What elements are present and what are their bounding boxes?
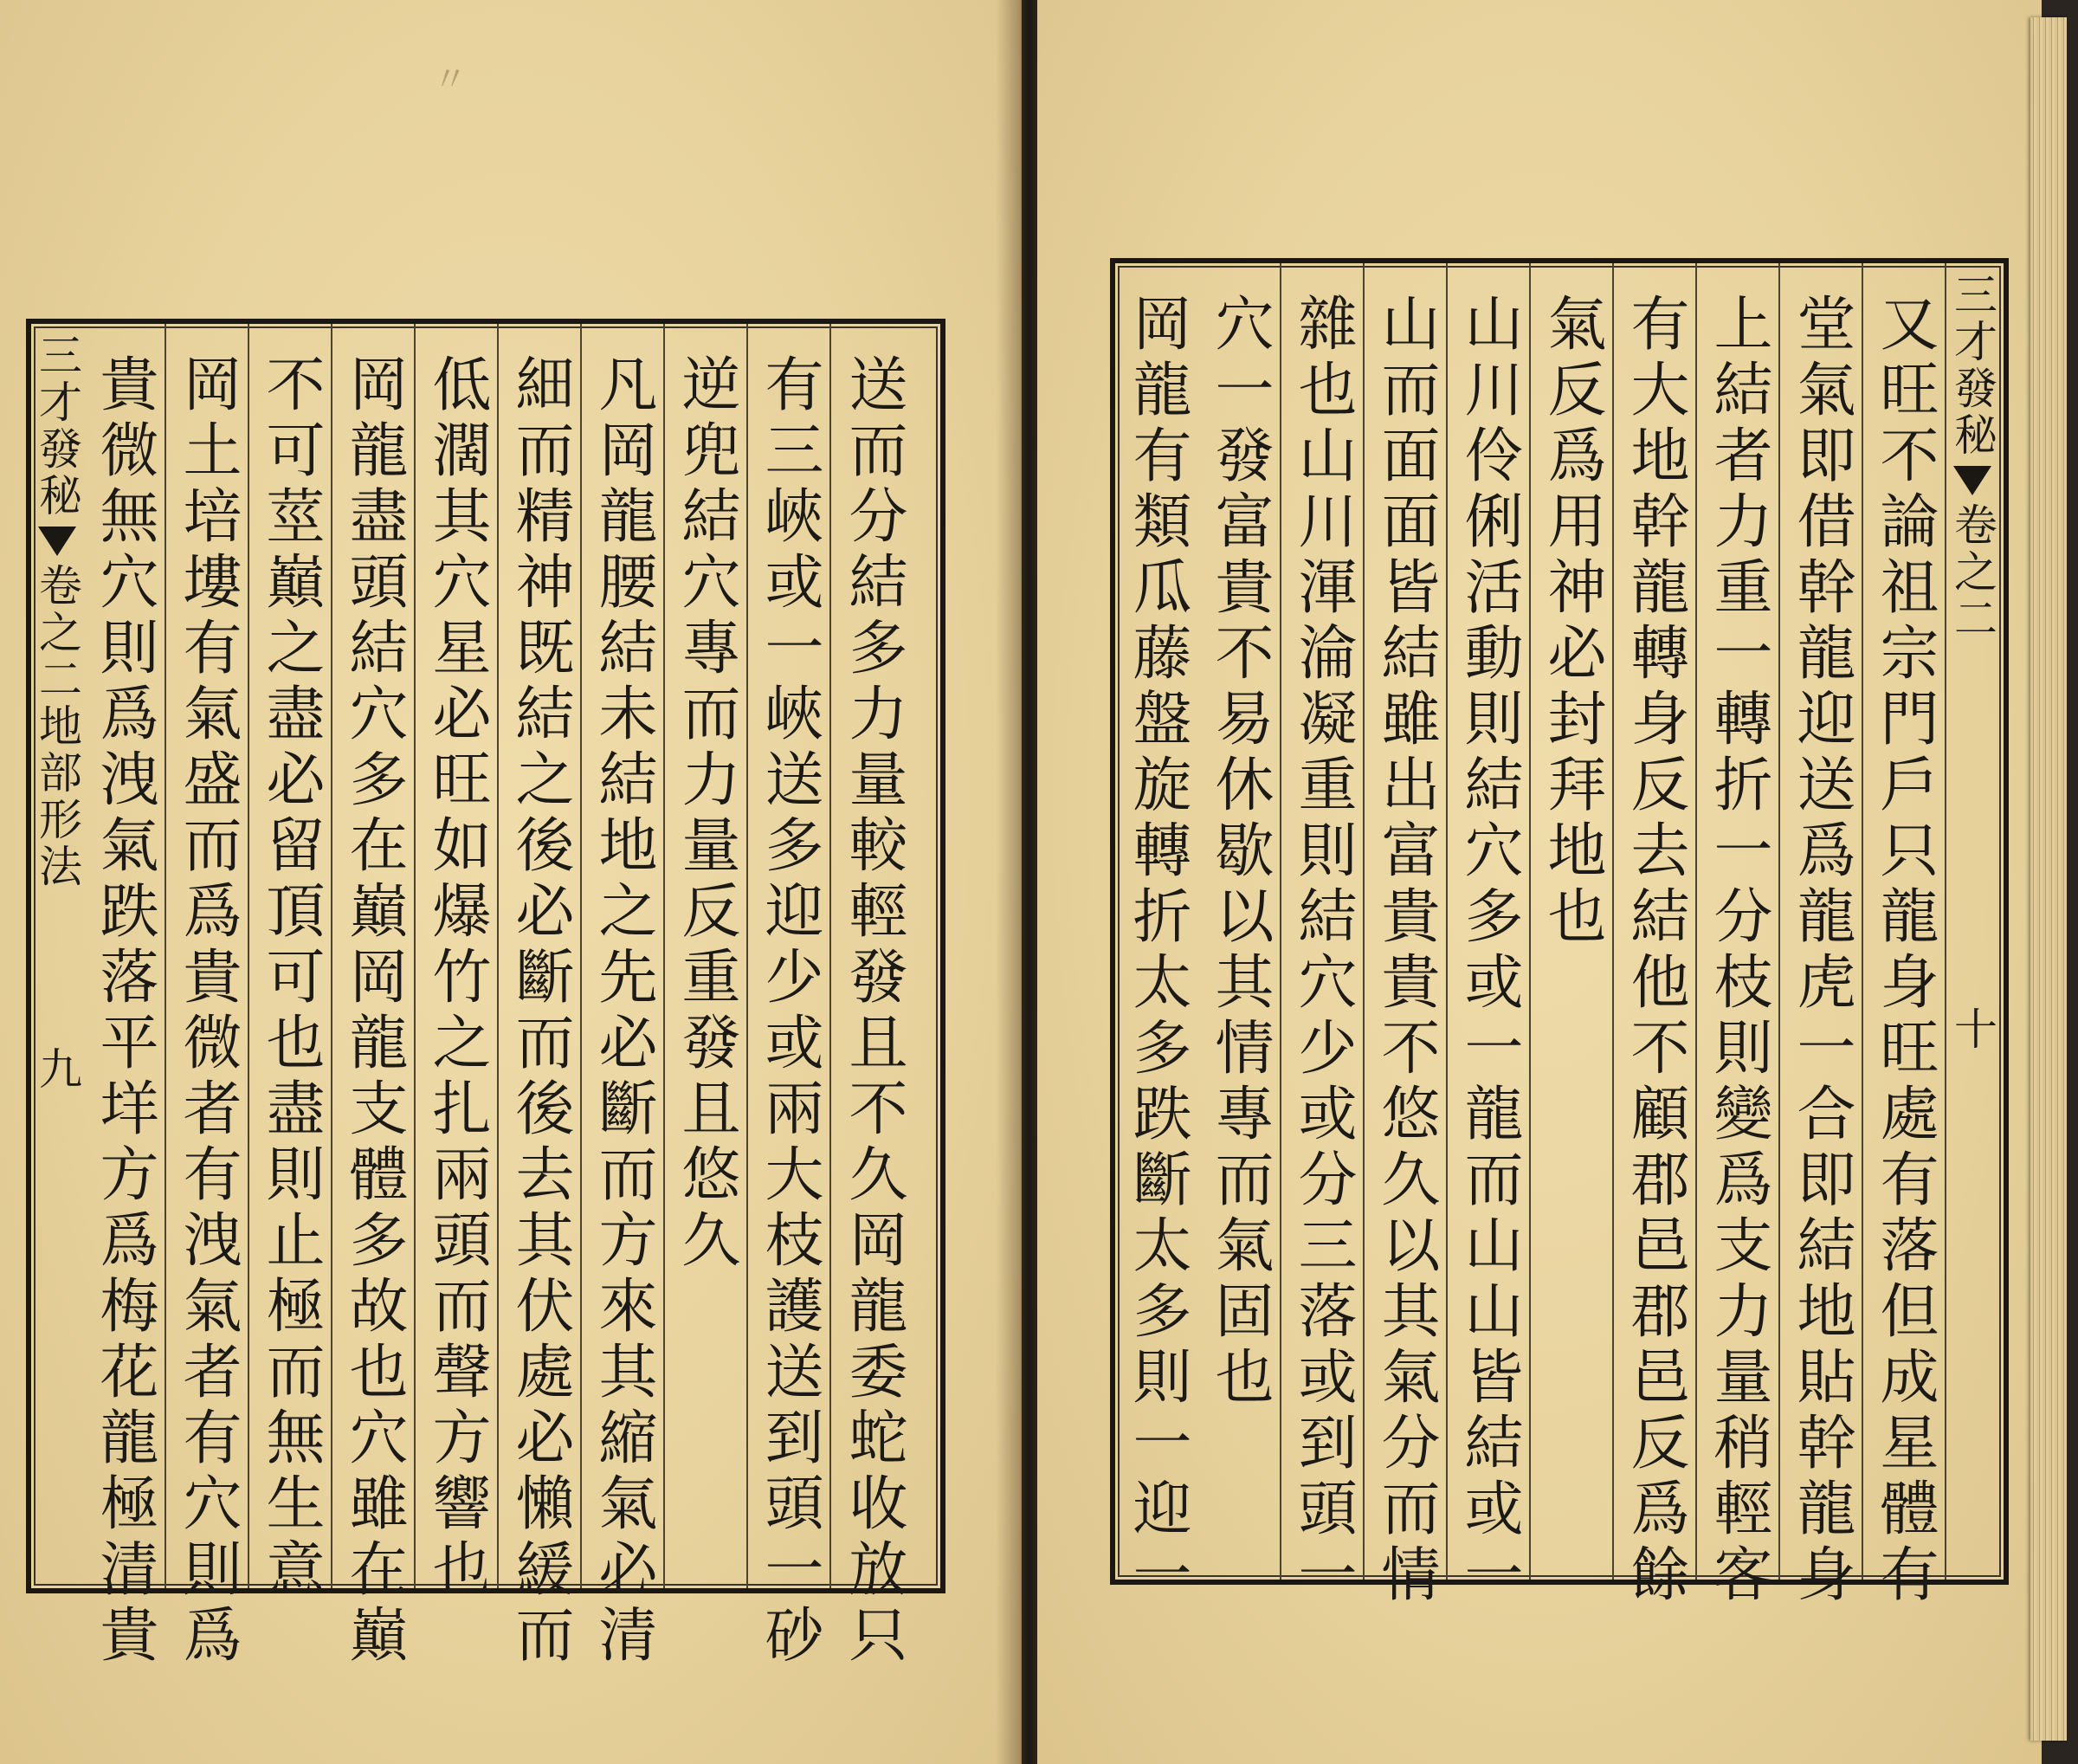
book-page-edges bbox=[2030, 17, 2067, 1741]
book-title: 三才發秘 bbox=[32, 333, 82, 520]
text-column: 穴一發富貴不易休歇以其情專而氣固也 bbox=[1198, 263, 1281, 1580]
text-column: 岡龍盡頭結穴多在巔岡龍支體多故也穴雖在巔 bbox=[332, 324, 416, 1588]
chapter-title: 卷之二地部形法 bbox=[32, 563, 82, 890]
left-page bbox=[0, 0, 1022, 1764]
text-column: 細而精神既結之後必斷而後去其伏處必懶緩而 bbox=[499, 324, 582, 1588]
text-column: 逆兜結穴專而力量反重發且悠久 bbox=[665, 324, 748, 1588]
chapter-title: 卷之二 bbox=[1947, 502, 1997, 643]
folio-number: 十 bbox=[1947, 1006, 1997, 1053]
left-margin-title bbox=[31, 324, 83, 1588]
text-column: 送而分結多力量較輕發且不久岡龍委蛇收放只 bbox=[839, 353, 907, 1670]
fishtail-mark-icon bbox=[38, 527, 76, 556]
text-column: 不可莖巔之盡必留頂可也盡則止極而無生意 bbox=[249, 324, 332, 1588]
text-column: 山而面面皆結雖出富貴貴不悠久以其氣分而情 bbox=[1365, 263, 1448, 1580]
text-column: 岡龍有類瓜藤盤旋轉折太多跌斷太多則一迎一 bbox=[1123, 293, 1191, 1609]
fishtail-mark-icon bbox=[1953, 466, 1991, 495]
text-column: 有三峽或一峽送多迎少或兩大枝護送到頭一砂 bbox=[748, 324, 831, 1588]
right-page bbox=[1037, 0, 2042, 1764]
text-column: 堂氣即借幹龍迎送爲龍虎一合即結地貼幹龍身 bbox=[1780, 263, 1863, 1580]
text-column: 雜也山川渾淪凝重則結穴少或分三落或到頭一 bbox=[1281, 263, 1365, 1580]
folio-number: 九 bbox=[32, 1046, 82, 1093]
text-column: 岡土培塿有氣盛而爲貴微者有洩氣者有穴則爲 bbox=[166, 324, 249, 1588]
left-text-frame bbox=[26, 319, 945, 1670]
text-column: 山川伶俐活動則結穴多或一龍而山山皆結或一 bbox=[1448, 263, 1531, 1580]
text-column: 低濶其穴星必旺如爆竹之扎兩頭而聲方響也 bbox=[416, 324, 499, 1588]
ink-blemish: 〃 bbox=[433, 60, 468, 100]
text-column: 又旺不論祖宗門戶只龍身旺處有落但成星體有 bbox=[1863, 263, 1946, 1580]
right-text-frame bbox=[1110, 258, 2009, 1609]
text-column: 上結者力重一轉折一分枝則變爲支力量稍輕客 bbox=[1697, 263, 1780, 1580]
text-column: 有大地幹龍轉身反去結他不顧郡邑郡邑反爲餘 bbox=[1614, 263, 1697, 1580]
text-column: 凡岡龍腰結未結地之先必斷而方來其縮氣必清 bbox=[582, 324, 665, 1588]
text-column: 貴微無穴則爲洩氣跌落平垟方爲梅花龍極清貴 bbox=[83, 324, 166, 1588]
text-column: 氣反爲用神必封拜地也 bbox=[1531, 263, 1614, 1580]
right-margin-title bbox=[1946, 263, 1998, 1580]
book-title: 三才發秘 bbox=[1947, 272, 1997, 459]
